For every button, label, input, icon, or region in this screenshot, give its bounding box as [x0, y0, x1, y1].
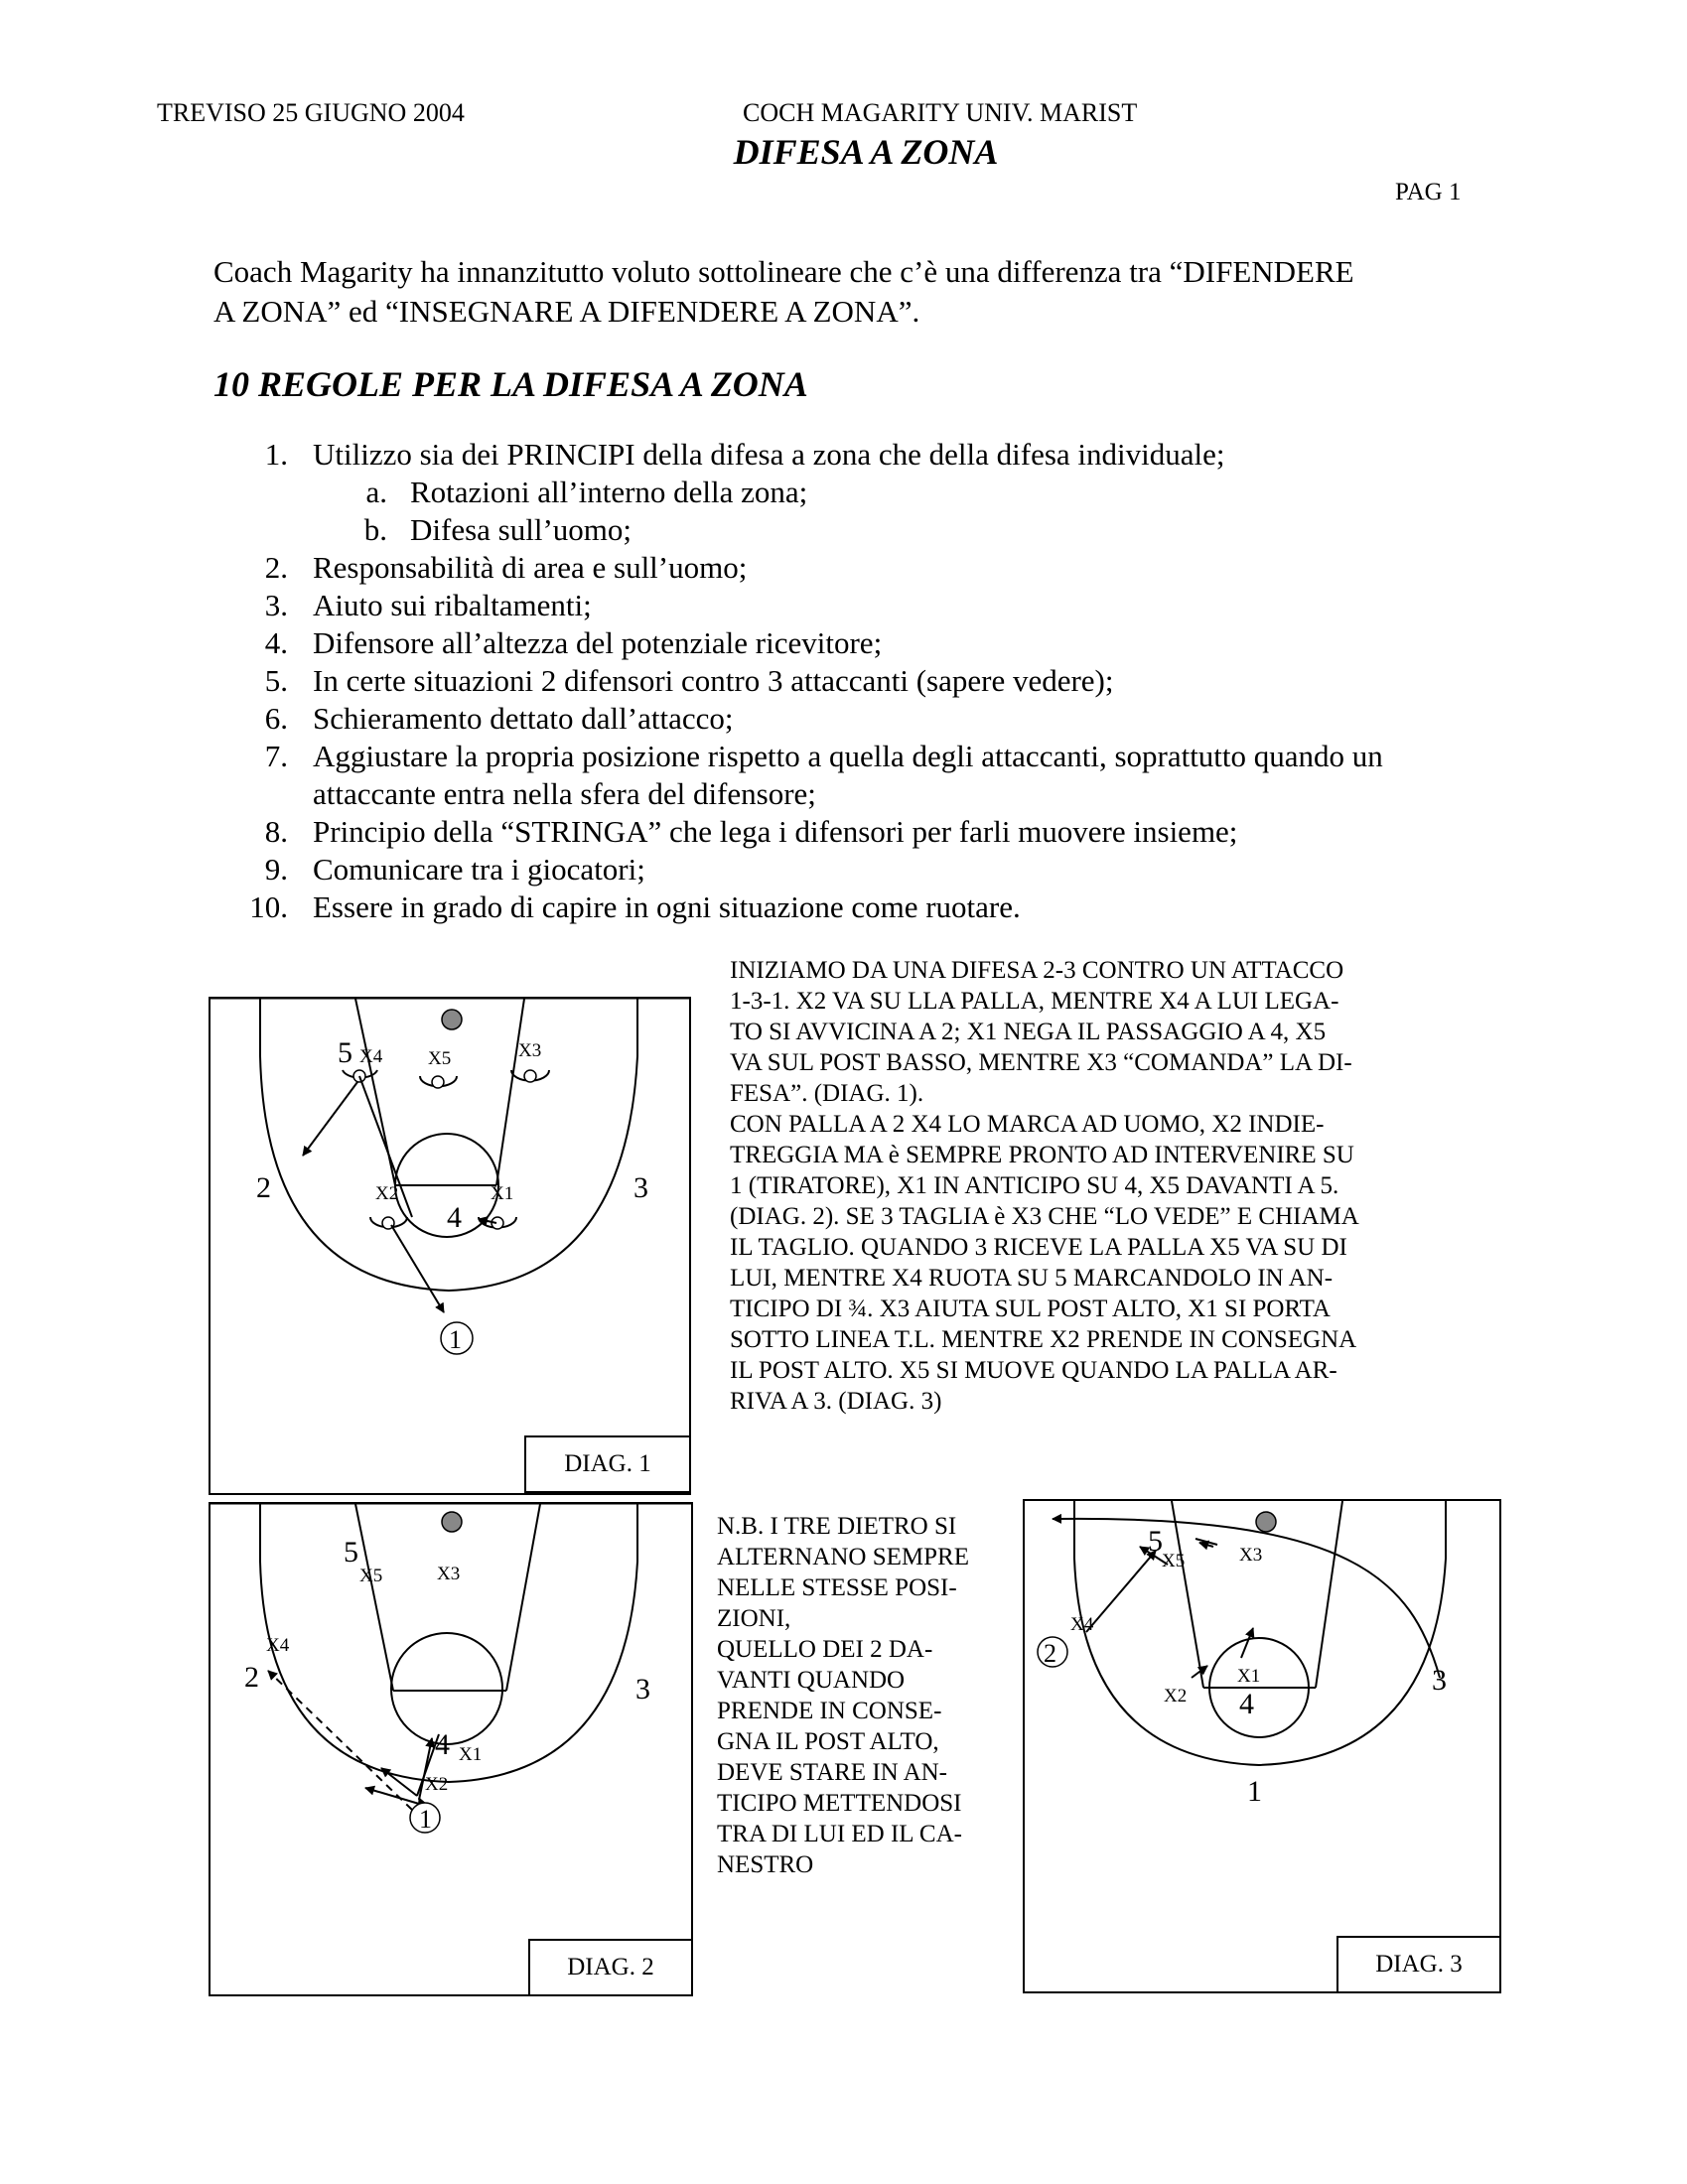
rule-number: 10. [249, 889, 288, 924]
rule-text: Aiuto sui ribaltamenti; [313, 588, 592, 622]
rule-text: In certe situazioni 2 difensori contro 3 attaccanti (sapere vedere); [313, 663, 1114, 698]
lane-line-right [506, 1504, 540, 1691]
rule-text: Aggiustare la propria posizione rispetto a quella degli attaccanti, soprattutto quando un [313, 739, 1383, 773]
nb-line: NESTRO [717, 1851, 814, 1878]
player-x4: X4 [359, 1046, 383, 1067]
diagram-1 [209, 997, 695, 1498]
player-x3: X3 [437, 1564, 461, 1584]
lane-line-left [355, 1504, 393, 1691]
commentary-line: LUI, MENTRE X4 RUOTA SU 5 MARCANDOLO IN AN- [730, 1265, 1334, 1292]
rule-number: 9. [264, 852, 288, 887]
player-x4: X4 [1070, 1614, 1094, 1635]
three-point-line [1074, 1501, 1446, 1765]
nb-line: VANTI QUANDO [717, 1667, 906, 1694]
nb-line: QUELLO DEI 2 DA- [717, 1636, 933, 1663]
diagram-2-court [209, 1502, 695, 1998]
diagram-label: DIAG. 3 [1336, 1936, 1501, 1993]
header-date: TREVISO 25 GIUGNO 2004 [157, 98, 465, 127]
rule-number: 7. [264, 739, 288, 773]
movement-arrow [1241, 1628, 1253, 1658]
lane-line-right [496, 999, 524, 1185]
movement-arrow [303, 1082, 357, 1156]
nb-line: NELLE STESSE POSI- [717, 1574, 957, 1601]
commentary-line: 1 (TIRATORE), X1 IN ANTICIPO SU 4, X5 DAVANTI A 5. [730, 1172, 1339, 1199]
player-1: 1 [419, 1805, 432, 1834]
basket-ball-icon [442, 1512, 462, 1532]
player-1: 1 [1247, 1775, 1262, 1808]
diagram-commentary [730, 955, 1445, 1417]
rule-number: a. [365, 475, 387, 509]
player-x2: X2 [1164, 1686, 1188, 1706]
commentary-line: IL TAGLIO. QUANDO 3 RICEVE LA PALLA X5 VA SU DI [730, 1234, 1347, 1261]
commentary-line: TREGGIA MA è SEMPRE PRONTO AD INTERVENIRE SU [730, 1142, 1354, 1168]
player-5: 5 [338, 1036, 352, 1069]
rule-number: 3. [264, 588, 288, 622]
player-x1: X1 [459, 1744, 483, 1765]
commentary-line: (DIAG. 2). SE 3 TAGLIA è X3 CHE “LO VEDE” E CHIAMA [730, 1203, 1359, 1230]
commentary-line: SOTTO LINEA T.L. MENTRE X2 PRENDE IN CONSEGNA [730, 1326, 1357, 1353]
diagram-3-court [1023, 1499, 1503, 1995]
commentary-line: IL POST ALTO. X5 SI MUOVE QUANDO LA PALLA AR- [730, 1357, 1337, 1384]
nb-line: PRENDE IN CONSE- [717, 1698, 942, 1724]
court-border [210, 998, 690, 1494]
rule-text: Rotazioni all’interno della zona; [410, 475, 808, 509]
court-border [1024, 1500, 1500, 1992]
player-1: 1 [449, 1325, 462, 1354]
lane-line-left [1172, 1501, 1203, 1688]
nb-line: TICIPO METTENDOSI [717, 1790, 962, 1817]
nb-note [717, 1511, 1005, 1880]
basket-ball-icon [442, 1010, 462, 1029]
player-4: 4 [435, 1728, 450, 1761]
rule-text: Schieramento dettato dall’attacco; [313, 701, 734, 736]
diagram-3 [1023, 1499, 1503, 1995]
rule-text: Principio della “STRINGA” che lega i difensori per farli muovere insieme; [313, 814, 1238, 849]
player-x1: X1 [491, 1183, 514, 1204]
player-x4: X4 [266, 1635, 290, 1656]
rule-number: b. [363, 512, 387, 547]
player-4: 4 [447, 1201, 462, 1234]
player-x5: X5 [359, 1566, 383, 1586]
rule-number: 1. [264, 437, 288, 472]
lane-line-right [1316, 1501, 1342, 1688]
player-2: 2 [244, 1661, 259, 1694]
rule-number: 8. [264, 814, 288, 849]
rule-text: Difensore all’altezza del potenziale ricevitore; [313, 625, 883, 660]
rule-text: Utilizzo sia dei PRINCIPI della difesa a zona che della difesa individuale; [313, 437, 1225, 472]
basket-ball-icon [1256, 1512, 1276, 1532]
rule-number: 5. [264, 663, 288, 698]
player-2: 2 [256, 1171, 271, 1204]
rule-text: Comunicare tra i giocatori; [313, 852, 645, 887]
nb-line: DEVE STARE IN AN- [717, 1759, 948, 1786]
player-x3: X3 [518, 1040, 542, 1061]
intro-line: A ZONA” ed “INSEGNARE A DIFENDERE A ZONA”. [213, 294, 920, 329]
player-x1: X1 [1237, 1666, 1261, 1687]
diagram-label: DIAG. 2 [528, 1939, 693, 1996]
defender-x5-dot [432, 1076, 444, 1088]
commentary-line: FESA”. (DIAG. 1). [730, 1080, 924, 1107]
rules-heading: 10 REGOLE PER LA DIFESA A ZONA [213, 364, 808, 404]
page-title: DIFESA A ZONA [733, 132, 999, 172]
player-x3: X3 [1239, 1545, 1263, 1566]
player-x2: X2 [425, 1774, 449, 1795]
page-number: PAG 1 [1395, 179, 1462, 205]
commentary-line: 1-3-1. X2 VA SU LLA PALLA, MENTRE X4 A LUI LEGA- [730, 988, 1339, 1015]
player-2: 2 [1044, 1639, 1056, 1668]
commentary-line: CON PALLA A 2 X4 LO MARCA AD UOMO, X2 INDIE- [730, 1111, 1325, 1138]
intro-line: Coach Magarity ha innanzitutto voluto sottolineare che c’è una differenza tra “DIFENDERE [213, 254, 1354, 289]
rule-number: 4. [264, 625, 288, 660]
movement-arrow [391, 1225, 444, 1312]
player-3: 3 [635, 1673, 650, 1706]
commentary-line: INIZIAMO DA UNA DIFESA 2-3 CONTRO UN ATTACCO [730, 957, 1344, 984]
diagram-label: DIAG. 1 [524, 1435, 691, 1493]
nb-line: ALTERNANO SEMPRE [717, 1544, 969, 1570]
defender-x3-dot [524, 1070, 536, 1082]
nb-line: ZIONI, [717, 1605, 791, 1632]
diagram-2 [209, 1502, 695, 1998]
nb-line: N.B. I TRE DIETRO SI [717, 1513, 957, 1540]
player-3: 3 [633, 1171, 648, 1204]
commentary-line: RIVA A 3. (DIAG. 3) [730, 1388, 942, 1415]
nb-line: GNA IL POST ALTO, [717, 1728, 939, 1755]
movement-arrow [381, 1768, 417, 1796]
commentary-line: TO SI AVVICINA A 2; X1 NEGA IL PASSAGGIO A 4, X5 [730, 1019, 1327, 1045]
rule-number: 6. [264, 701, 288, 736]
header-author: COCH MAGARITY UNIV. MARIST [743, 98, 1138, 127]
intro-paragraph [213, 252, 1504, 332]
rule-number: 2. [264, 550, 288, 585]
player-5: 5 [344, 1536, 358, 1569]
player-x5: X5 [428, 1048, 452, 1069]
player-4: 4 [1239, 1688, 1254, 1720]
cut-path-arrow [1053, 1519, 1440, 1678]
diagram-1-court [209, 997, 695, 1498]
nb-line: TRA DI LUI ED IL CA- [717, 1821, 962, 1847]
rule-text: Essere in grado di capire in ogni situazione come ruotare. [313, 889, 1021, 924]
movement-arrow [1086, 1551, 1156, 1632]
rule-text: Responsabilità di area e sull’uomo; [313, 550, 748, 585]
player-x5: X5 [1162, 1551, 1186, 1571]
player-3: 3 [1432, 1664, 1447, 1697]
rule-text: attaccante entra nella sfera del difensore; [313, 776, 816, 811]
player-x2: X2 [375, 1183, 399, 1204]
three-point-line [260, 999, 637, 1291]
commentary-line: TICIPO DI ¾. X3 AIUTA SUL POST ALTO, X1 SI PORTA [730, 1296, 1331, 1322]
player-5: 5 [1148, 1525, 1163, 1558]
commentary-line: VA SUL POST BASSO, MENTRE X3 “COMANDA” LA DI- [730, 1049, 1352, 1076]
rule-text: Difesa sull’uomo; [410, 512, 632, 547]
